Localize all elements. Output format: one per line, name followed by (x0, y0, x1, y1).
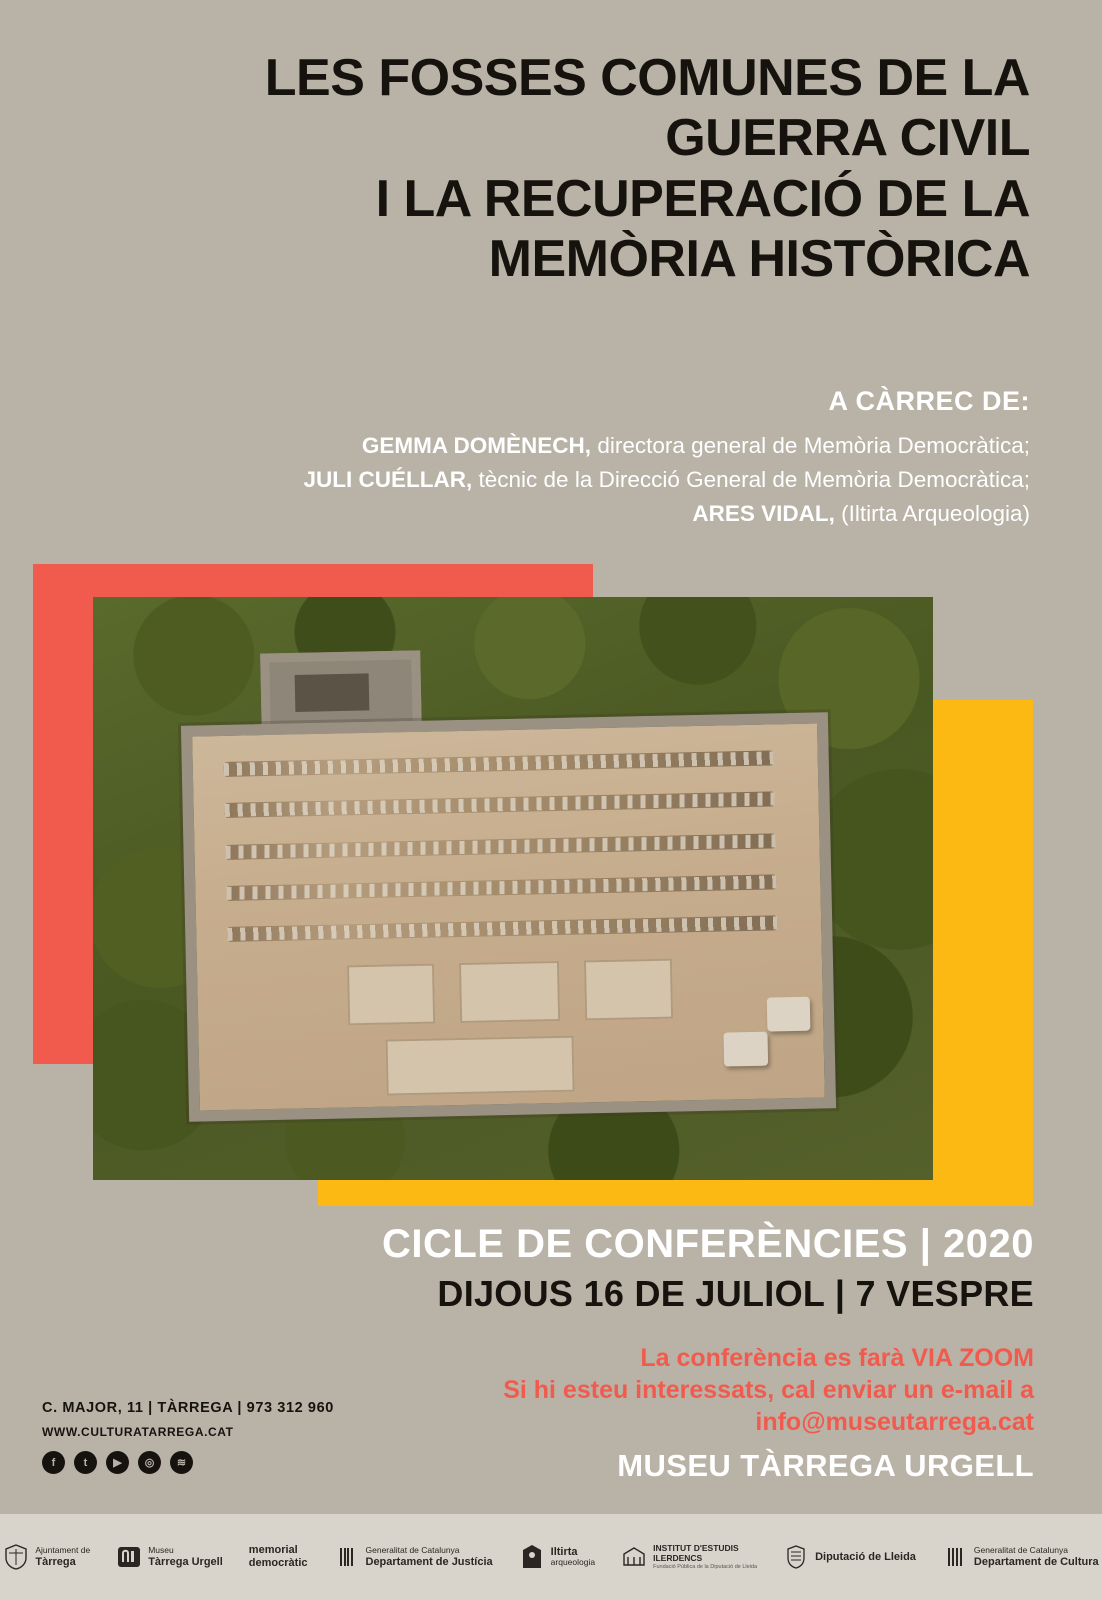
museum-icon (116, 1543, 142, 1571)
logo-line-1: Generalitat de Catalunya (365, 1544, 460, 1555)
contact-address: C. MAJOR, 11 | TÀRREGA | 973 312 960 (42, 1400, 334, 1416)
footer-logos (0, 1514, 1102, 1600)
logo-line-2: arqueologia (550, 1557, 596, 1568)
logo-text (974, 1546, 1099, 1568)
logo-text (551, 1546, 595, 1568)
shield-icon (3, 1543, 29, 1571)
zoom-line-2: Si hi esteu interessats, cal enviar un e-mail a (503, 1376, 1034, 1404)
logo-line-1: memorial (248, 1544, 298, 1557)
instagram-icon[interactable]: ◎ (138, 1451, 161, 1474)
speakers-block (0, 386, 1102, 530)
speaker-1 (0, 429, 1030, 463)
bars-icon (942, 1543, 968, 1571)
photo-slab (347, 964, 436, 1026)
catalonia-bars (340, 1548, 354, 1566)
speaker-2-name: JULI CUÉLLAR, (303, 466, 473, 492)
zoom-line-1: La conferència es farà VIA ZOOM (640, 1344, 1034, 1372)
logo-institut-estudis-ilerdencs (621, 1543, 757, 1571)
logo-text (249, 1544, 308, 1569)
logo-iltirta-arqueologia (519, 1543, 595, 1571)
crest-icon (783, 1543, 809, 1571)
museum-name: MUSEU TÀRREGA URGELL (617, 1448, 1034, 1483)
speakers-heading: A CÀRREC DE: (828, 386, 1030, 416)
title-line-1: LES FOSSES COMUNES DE LA (264, 49, 1030, 107)
logo-line-2: Departament de Cultura (973, 1555, 1099, 1568)
speaker-1-role: directora general de Memòria Democràtica; (591, 433, 1030, 458)
rss-icon[interactable]: ≋ (170, 1451, 193, 1474)
logo-line-3: Fundació Pública de la Diputació de Lleida (653, 1563, 758, 1570)
iltirta-icon (519, 1543, 545, 1571)
logo-text (35, 1546, 90, 1568)
logo-line-1: Iltirta (550, 1545, 578, 1558)
photo-excavation-pit (181, 713, 836, 1123)
photo-remains (224, 752, 774, 777)
speaker-3-role: (Iltirta Arqueologia) (834, 500, 1030, 526)
logo-diputacio-lleida (783, 1543, 916, 1571)
youtube-icon[interactable]: ▶ (106, 1451, 129, 1474)
logo-museu-tarrega-urgell (116, 1543, 223, 1571)
logo-text (366, 1546, 493, 1568)
cycle-title: CICLE DE CONFERÈNCIES | 2020 (381, 1222, 1034, 1266)
logo-text (653, 1544, 757, 1570)
twitter-icon[interactable]: t (74, 1451, 97, 1474)
photo-slab (386, 1036, 575, 1096)
logo-generalitat-justicia (334, 1543, 493, 1571)
speaker-3 (0, 497, 1030, 531)
iei-icon (621, 1543, 647, 1571)
cycle-block (0, 1222, 1102, 1315)
speaker-2 (0, 463, 1030, 497)
photo-trench (224, 751, 774, 778)
photo-trench (228, 916, 778, 943)
cycle-date: DIJOUS 16 DE JULIOL | 7 VESPRE (437, 1273, 1034, 1314)
logo-line-1: Ajuntament de (35, 1544, 91, 1555)
photo-slab (585, 959, 674, 1021)
photo-trench (227, 875, 777, 902)
logo-ajuntament-tarrega (3, 1543, 90, 1571)
photo-remains (226, 834, 776, 859)
logo-text (148, 1546, 223, 1568)
social-links (42, 1451, 334, 1474)
photo-remains (228, 917, 778, 942)
facebook-icon[interactable]: f (42, 1451, 65, 1474)
logo-line-2: Tàrrega (35, 1555, 76, 1568)
speaker-3-name: ARES VIDAL, (692, 500, 835, 526)
catalonia-bars (948, 1548, 962, 1566)
speaker-1-name: GEMMA DOMÈNECH, (361, 433, 592, 458)
logo-line-1: INSTITUT D'ESTUDIS (653, 1543, 739, 1554)
photo-trench (225, 792, 775, 819)
logo-text (815, 1551, 916, 1564)
logo-line-2: Diputació de Lleida (815, 1550, 916, 1563)
logo-line-2: ILERDENCS (653, 1552, 703, 1563)
excavation-photo (93, 597, 933, 1180)
photo-rock (767, 997, 811, 1032)
logo-line-2: Departament de Justícia (365, 1555, 493, 1568)
logo-line-2: democràtic (248, 1557, 308, 1569)
title-line-2: GUERRA CIVIL (665, 109, 1030, 168)
photo-remains (225, 793, 775, 818)
photo-trench (226, 833, 776, 860)
logo-memorial-democratic (249, 1544, 308, 1569)
bars-icon (334, 1543, 360, 1571)
contact-website[interactable]: WWW.CULTURATARREGA.CAT (42, 1425, 234, 1439)
photo-slab (460, 962, 561, 1024)
photo-remains (227, 876, 777, 901)
zoom-email[interactable]: info@museutarrega.cat (755, 1408, 1034, 1436)
logo-generalitat-cultura (942, 1543, 1099, 1571)
photo-rock (724, 1032, 768, 1067)
title-line-3: I LA RECUPERACIÓ DE LA (375, 169, 1030, 228)
contact-block (42, 1400, 334, 1474)
poster-title (0, 48, 1102, 289)
photo-annex-inner (295, 674, 369, 712)
logo-line-1: Generalitat de Catalunya (973, 1544, 1068, 1555)
speaker-2-role: tècnic de la Direcció General de Memòria Democràtica; (472, 466, 1030, 492)
logo-line-2: Tàrrega Urgell (148, 1555, 223, 1568)
logo-line-1: Museu (148, 1544, 174, 1555)
title-line-4: MEMÒRIA HISTÒRICA (488, 229, 1030, 288)
